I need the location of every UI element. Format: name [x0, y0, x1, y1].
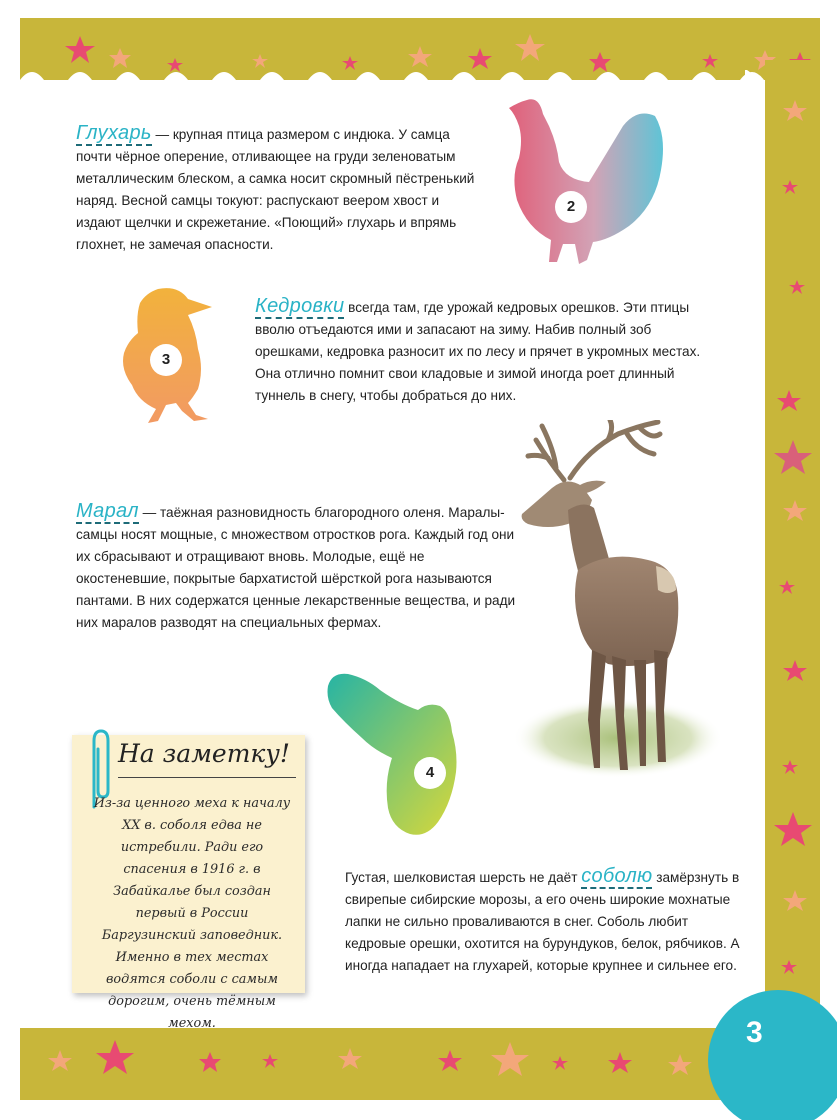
star-icon — [552, 1056, 568, 1070]
star-icon — [779, 580, 795, 594]
silhouette-number-4: 4 — [414, 757, 446, 789]
nutcracker-text: всегда там, где урожай кедровых орешков. Эти птицы вволю отъедаются ими и запасают на зиму. Набив полный зоб орешками, кедровка разносит их по лесу и прячет в укромных местах. Она отлично помнит свои кладовые и зимой иногда роет длинный туннель в снегу, чтобы добраться до них. — [255, 300, 701, 403]
maral-text: — таёжная разновидность благородного оленя. Маралы-самцы носят мощные, с множеством отростков рога. Каждый год они их сбрасывают и отращивают вновь. Молодые, ещё не окостеневшие, покрытые бархатистой шёрсткой рога называются пантами. В них содержатся ценные лекарственные вещества, и ради них маралов разводят на специальных фермах. — [76, 505, 516, 630]
page-number: 3 — [746, 1016, 763, 1049]
star-icon — [789, 280, 805, 294]
capercaillie-paragraph — [76, 124, 476, 256]
star-icon — [781, 960, 797, 974]
sable-text-after: замёрзнуть в свирепые сибирские морозы, а его очень широкие мохнатые лапки не сильно проваливаются в снег. Соболь любит кедровые орешки, охотится на бурундуков, белок, рябчиков. А иногда нападает на глухарей, которые крупнее и сильнее его. — [345, 870, 740, 973]
star-icon — [491, 1042, 529, 1076]
star-icon — [48, 1050, 72, 1071]
star-icon — [782, 180, 798, 194]
star-icon — [262, 1054, 278, 1068]
note-text: Из-за ценного меха к началу XX в. соболя едва не истребили. Ради его спасения в 1916 г. в Забайкалье был создан первый в России Баргузинский заповедник. Именно в тех местах водятся соболи с самым дорогим, очень тёмным мехом. — [93, 796, 291, 1031]
silhouette-number-3: 3 — [150, 344, 182, 376]
star-icon — [783, 890, 807, 911]
star-icon — [783, 100, 807, 121]
star-icon — [608, 1052, 632, 1073]
right-border-band — [765, 60, 820, 1060]
maral-term: Марал — [76, 500, 139, 522]
nutcracker-paragraph — [255, 297, 705, 407]
star-icon — [199, 1052, 221, 1072]
sable-text-before: Густая, шелковистая шерсть не даёт — [345, 870, 582, 885]
bottom-border-band — [20, 1028, 820, 1100]
note-card — [72, 735, 305, 1031]
star-icon — [774, 440, 812, 474]
star-icon — [438, 1050, 462, 1071]
nutcracker-term: Кедровки — [255, 295, 345, 317]
right-wave-edge — [745, 70, 767, 1028]
star-icon — [96, 1040, 134, 1074]
star-icon — [774, 812, 812, 846]
note-heading: На заметку! — [118, 739, 290, 768]
note-heading-underline — [118, 777, 296, 778]
capercaillie-term: Глухарь — [76, 122, 152, 144]
star-icon — [783, 500, 807, 521]
star-icon — [668, 1054, 692, 1075]
maral-paragraph — [76, 502, 516, 634]
star-icon — [65, 36, 95, 63]
capercaillie-silhouette — [505, 96, 670, 268]
star-icon — [515, 34, 545, 61]
right-stars — [765, 60, 820, 1060]
sable-paragraph — [345, 867, 745, 977]
top-wave-edge — [20, 62, 765, 82]
star-icon — [783, 660, 807, 681]
sable-silhouette — [322, 672, 472, 842]
star-icon — [782, 760, 798, 774]
maral-deer-photo — [508, 420, 723, 780]
star-icon — [338, 1048, 362, 1069]
sable-term: соболю — [581, 865, 653, 887]
star-icon — [777, 390, 801, 411]
bottom-stars — [20, 1028, 820, 1100]
capercaillie-text: — крупная птица размером с индюка. У самца почти чёрное оперение, отливающее на груди зеленоватым металлическим блеском, а самка носит скромный пёстренький наряд. Весной самцы токуют: распускают веером хвост и издают щелчки и скрежетание. «Поющий» глухарь и впрямь глохнет, не замечая опасности. — [76, 127, 475, 252]
silhouette-number-2: 2 — [555, 191, 587, 223]
